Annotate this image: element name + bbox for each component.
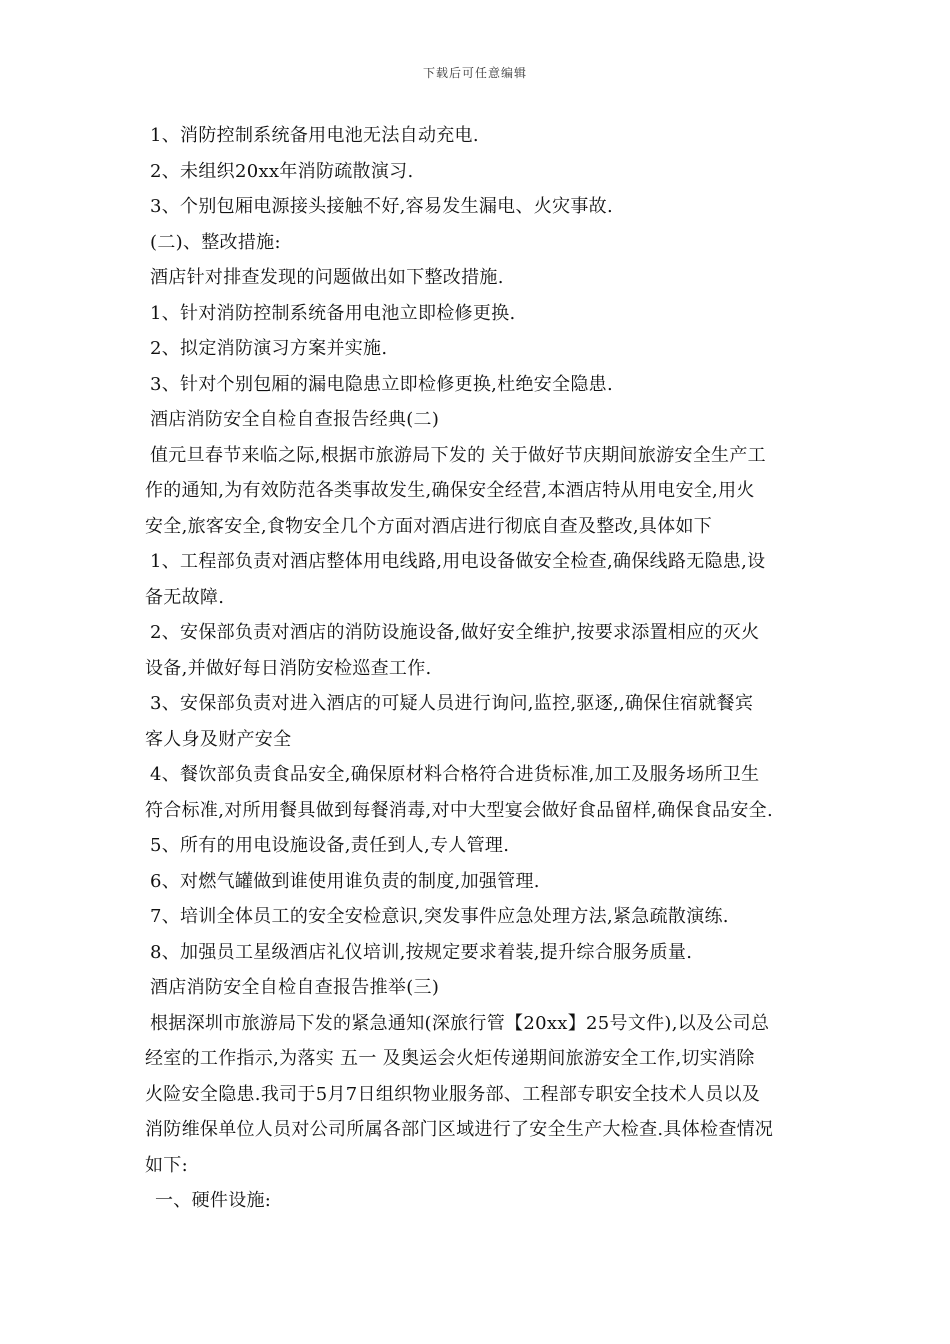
text-line: 符合标准,对所用餐具做到每餐消毒,对中大型宴会做好食品留样,确保食品安全. (145, 799, 773, 821)
text-line: 2、拟定消防演习方案并实施. (150, 338, 388, 359)
text-line: 1、消防控制系统备用电池无法自动充电. (150, 125, 479, 146)
text-line: 2、安保部负责对酒店的消防设施设备,做好安全维护,按要求添置相应的灭火 (150, 622, 760, 643)
document-body (145, 118, 815, 1219)
text-line: 酒店针对排查发现的问题做出如下整改措施. (150, 267, 504, 288)
text-line: 1、工程部负责对酒店整体用电线路,用电设备做安全检查,确保线路无隐患,设 (150, 551, 766, 572)
text-line: 值元旦春节来临之际,根据市旅游局下发的 关于做好节庆期间旅游安全生产工 (150, 444, 766, 466)
text-line: 8、加强员工星级酒店礼仪培训,按规定要求着装,提升综合服务质量. (150, 941, 693, 963)
text-line: 5、所有的用电设施设备,责任到人,专人管理. (150, 835, 510, 856)
text-line: 设备,并做好每日消防安检巡查工作. (145, 657, 432, 679)
text-line: 火险安全隐患.我司于5月7日组织物业服务部、工程部专职安全技术人员以及 (145, 1083, 761, 1105)
text-line: 3、针对个别包厢的漏电隐患立即检修更换,杜绝安全隐患. (150, 373, 613, 395)
text-line: 3、个别包厢电源接头接触不好,容易发生漏电、火灾事故. (150, 196, 613, 217)
text-line: 3、安保部负责对进入酒店的可疑人员进行询问,监控,驱逐,,确保住宿就餐宾 (150, 693, 754, 714)
text-line: 7、培训全体员工的安全安检意识,突发事件应急处理方法,紧急疏散演练. (150, 906, 729, 927)
text-line: 6、对燃气罐做到谁使用谁负责的制度,加强管理. (150, 870, 540, 892)
text-line: 4、餐饮部负责食品安全,确保原材料合格符合进货标准,加工及服务场所卫生 (150, 764, 760, 785)
text-line: 2、未组织20xx年消防疏散演习. (150, 160, 414, 182)
text-line: (二)、整改措施: (150, 231, 281, 253)
text-line: 一、硬件设施: (155, 1190, 272, 1211)
text-line: 酒店消防安全自检自查报告经典(二) (150, 409, 440, 430)
text-line: 酒店消防安全自检自查报告推举(三) (150, 977, 440, 998)
text-line: 1、针对消防控制系统备用电池立即检修更换. (150, 302, 516, 324)
text-line: 根据深圳市旅游局下发的紧急通知(深旅行管【20xx】25号文件),以及公司总 (150, 1012, 770, 1034)
text-line: 安全,旅客安全,食物安全几个方面对酒店进行彻底自查及整改,具体如下 (145, 515, 713, 537)
text-line: 客人身及财产安全 (145, 728, 292, 750)
text-line: 备无故障. (145, 586, 225, 608)
text-line: 如下: (145, 1154, 188, 1176)
text-line: 经室的工作指示,为落实 五一 及奥运会火炬传递期间旅游安全工作,切实消除 (145, 1048, 755, 1069)
text-line: 消防维保单位人员对公司所属各部门区域进行了安全生产大检查.具体检查情况 (145, 1119, 774, 1140)
page-header: 下载后可任意编辑 (422, 66, 527, 80)
text-line: 作的通知,为有效防范各类事故发生,确保安全经营,本酒店特从用电安全,用火 (145, 480, 755, 501)
